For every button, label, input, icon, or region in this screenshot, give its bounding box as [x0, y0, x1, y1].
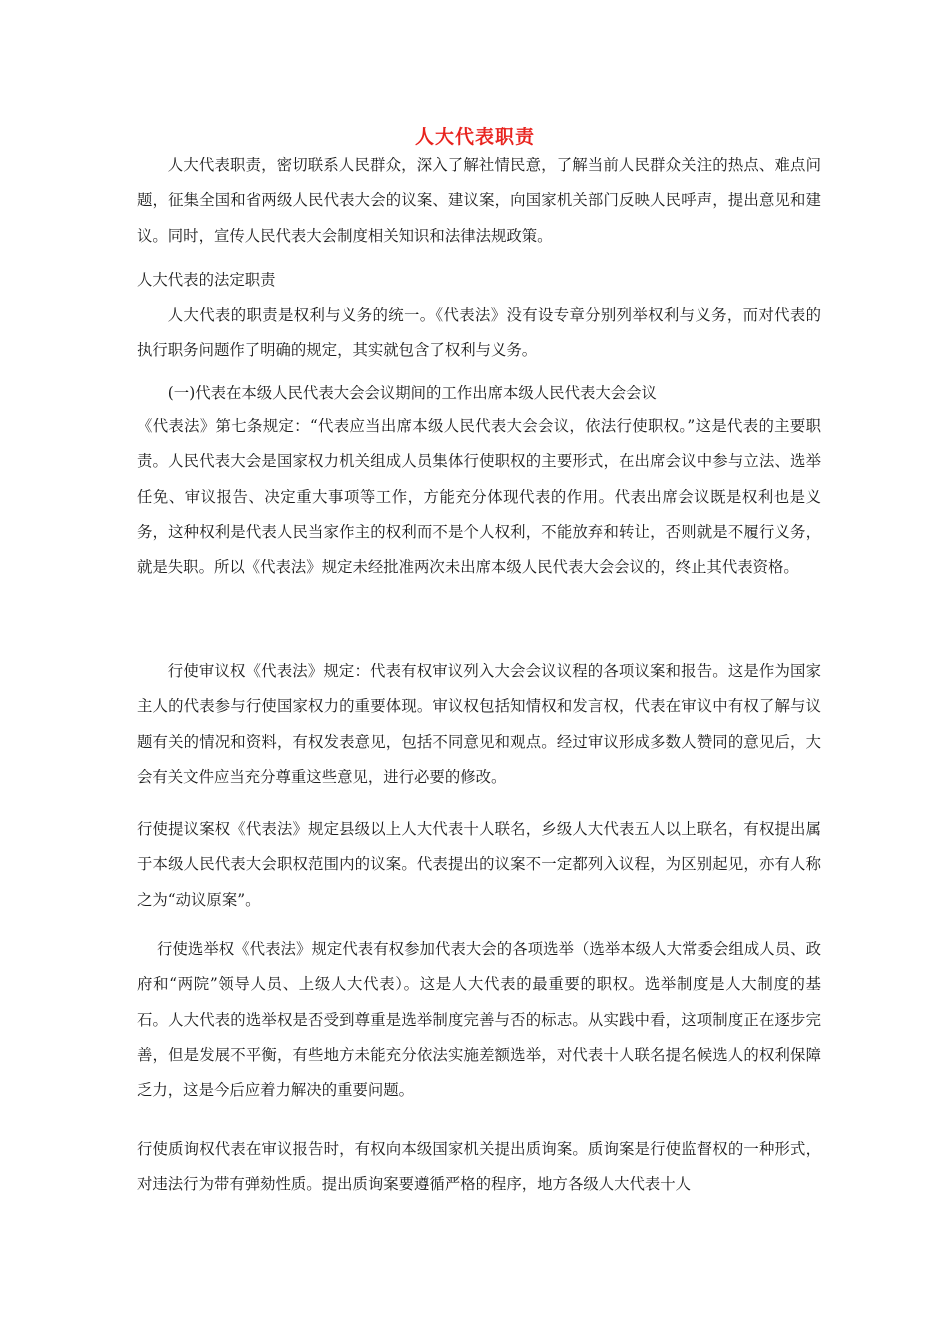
paragraph-motion-right: 行使提议案权《代表法》规定县级以上人大代表十人联名，乡级人大代表五人以上联名，有权提出属于本级人民代表大会职权范围内的议案。代表提出的议案不一定都列入议程，为区别起见，亦有人称之为“动议原案”。	[137, 820, 821, 909]
paragraph-intro: 人大代表职责，密切联系人民群众，深入了解社情民意，了解当前人民群众关注的热点、难点问题，征集全国和省两级人民代表大会的议案、建议案，向国家机关部门反映人民呼声，提出意见和建议。同时，宣传人民代表大会制度相关知识和法律法规政策。	[137, 156, 821, 245]
paragraph-rights-duties: 人大代表的职责是权利与义务的统一。《代表法》没有设专章分别列举权利与义务，而对代表的执行职务问题作了明确的规定，其实就包含了权利与义务。	[137, 306, 821, 360]
document-title: 人大代表职责	[414, 126, 535, 148]
paragraph-deliberation-right: 行使审议权《代表法》规定：代表有权审议列入大会会议议程的各项议案和报告。这是作为国家主人的代表参与行使国家权力的重要体现。审议权包括知情权和发言权，代表在审议中有权了解与议题有关的情况和资料，有权发表意见，包括不同意见和观点。经过审议形成多数人赞同的意见后，大会有关文件应当充分尊重这些意见，进行必要的修改。	[137, 662, 821, 786]
paragraph-inquiry-right: 行使质询权代表在审议报告时，有权向本级国家机关提出质询案。质询案是行使监督权的一种形式，对违法行为带有弹劾性质。提出质询案要遵循严格的程序，地方各级人大代表十人	[137, 1140, 821, 1194]
paragraph-attendance: 《代表法》第七条规定：“代表应当出席本级人民代表大会会议，依法行使职权。”这是代表的主要职责。人民代表大会是国家权力机关组成人员集体行使职权的主要形式，在出席会议中参与立法、选举任免、审议报告、决定重大事项等工作，方能充分体现代表的作用。代表出席会议既是权利也是义务，这种权利是代表人民当家作主的权利而不是个人权利，不能放弃和转让，否则就是不履行义务，就是失职。所以《代表法》规定未经批准两次未出席本级人民代表大会会议的，终止其代表资格。	[137, 417, 821, 577]
subsection-heading-attendance: (一)代表在本级人民代表大会会议期间的工作出席本级人民代表大会会议	[167, 384, 657, 402]
paragraph-election-right: 行使选举权《代表法》规定代表有权参加代表大会的各项选举（选举本级人大常委会组成人员、政府和“两院”领导人员、上级人大代表）。这是人大代表的最重要的职权。选举制度是人大制度的基石。人大代表的选举权是否受到尊重是选举制度完善与否的标志。从实践中看，这项制度正在逐步完善，但是发展不平衡，有些地方未能充分依法实施差额选举，对代表十人联名提名候选人的权利保障乏力，这是今后应着力解决的重要问题。	[137, 940, 821, 1100]
section-heading-legal-duties: 人大代表的法定职责	[137, 271, 276, 289]
